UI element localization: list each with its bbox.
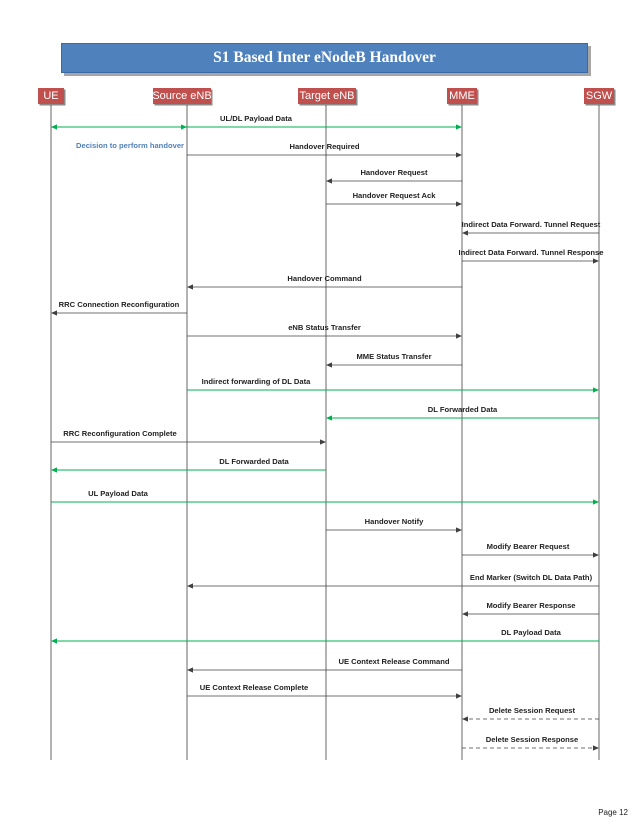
arrow-head (593, 552, 599, 557)
message-1 (51, 114, 462, 130)
message-21 (187, 657, 462, 673)
message-5 (462, 220, 601, 236)
message-24 (462, 735, 599, 751)
arrow-head (51, 467, 57, 472)
message-16 (326, 517, 462, 533)
arrow-head (593, 258, 599, 263)
message-8 (51, 300, 187, 316)
arrow-head (456, 124, 462, 129)
arrow-head (51, 310, 57, 315)
arrow-head (187, 583, 193, 588)
message-label: DL Forwarded Data (219, 457, 289, 466)
message-9 (187, 323, 462, 339)
message-label: Delete Session Response (485, 735, 579, 744)
message-label: End Marker (Switch DL Data Path) (469, 573, 593, 582)
arrow-head (51, 638, 57, 643)
message-14 (51, 457, 326, 473)
message-label: RRC Connection Reconfiguration (58, 300, 180, 309)
message-label: Modify Bearer Request (486, 542, 570, 551)
message-23 (462, 706, 599, 722)
arrow-head (462, 716, 468, 721)
message-label: Modify Bearer Response (486, 601, 576, 610)
entity-source-enb: Source eNB (152, 90, 212, 102)
arrow-head (593, 499, 599, 504)
message-label: Handover Notify (364, 517, 424, 526)
entity-sgw: SGW (585, 90, 613, 102)
arrow-head (456, 152, 462, 157)
message-3 (326, 168, 462, 184)
message-label: Handover Required (289, 142, 360, 151)
arrow-head (456, 527, 462, 532)
message-label: Handover Command (287, 274, 362, 283)
arrow-head (456, 693, 462, 698)
page-number: Page 12 (598, 808, 628, 817)
arrow-head (456, 333, 462, 338)
arrow-head (187, 284, 193, 289)
message-12 (326, 405, 599, 421)
arrow-head (462, 230, 468, 235)
message-label: Handover Request Ack (352, 191, 436, 200)
arrow-head (181, 124, 187, 129)
message-22 (187, 683, 462, 699)
message-label: eNB Status Transfer (288, 323, 361, 332)
entity-ue: UE (38, 88, 64, 104)
message-20 (51, 628, 599, 644)
message-label: Handover Request (360, 168, 428, 177)
message-18 (187, 573, 599, 589)
message-label: MME Status Transfer (356, 352, 432, 361)
message-6 (458, 248, 603, 264)
arrow-head (593, 387, 599, 392)
message-19 (462, 601, 599, 617)
message-label: Indirect forwarding of DL Data (201, 377, 311, 386)
message-label: UL Payload Data (88, 489, 148, 498)
arrow-head (462, 611, 468, 616)
message-arrows (51, 114, 604, 751)
diagram-title: S1 Based Inter eNodeB Handover (61, 43, 588, 73)
entity-target-enb: Target eNB (299, 90, 355, 102)
message-2 (187, 142, 462, 158)
arrow-head (326, 415, 332, 420)
entity-mme: MME (447, 88, 477, 104)
handover-decision-note: Decision to perform handover (75, 141, 185, 150)
arrow-head (456, 201, 462, 206)
arrow-head (326, 362, 332, 367)
message-label: UL/DL Payload Data (219, 114, 293, 123)
message-label: Delete Session Request (488, 706, 576, 715)
message-11 (187, 377, 599, 393)
arrow-head (320, 439, 326, 444)
arrow-head (326, 178, 332, 183)
message-label: UE Context Release Command (338, 657, 450, 666)
message-label: DL Payload Data (501, 628, 561, 637)
arrow-head (187, 667, 193, 672)
arrow-head (51, 124, 57, 129)
message-17 (462, 542, 599, 558)
message-label: Indirect Data Forward. Tunnel Request (461, 220, 601, 229)
arrow-head (593, 745, 599, 750)
message-label: Indirect Data Forward. Tunnel Response (458, 248, 604, 257)
message-13 (51, 429, 326, 445)
message-4 (326, 191, 462, 207)
message-label: DL Forwarded Data (427, 405, 498, 414)
message-label: UE Context Release Complete (199, 683, 309, 692)
message-label: RRC Reconfiguration Complete (63, 429, 177, 438)
message-10 (326, 352, 462, 368)
message-7 (187, 274, 462, 290)
message-15 (51, 489, 599, 505)
